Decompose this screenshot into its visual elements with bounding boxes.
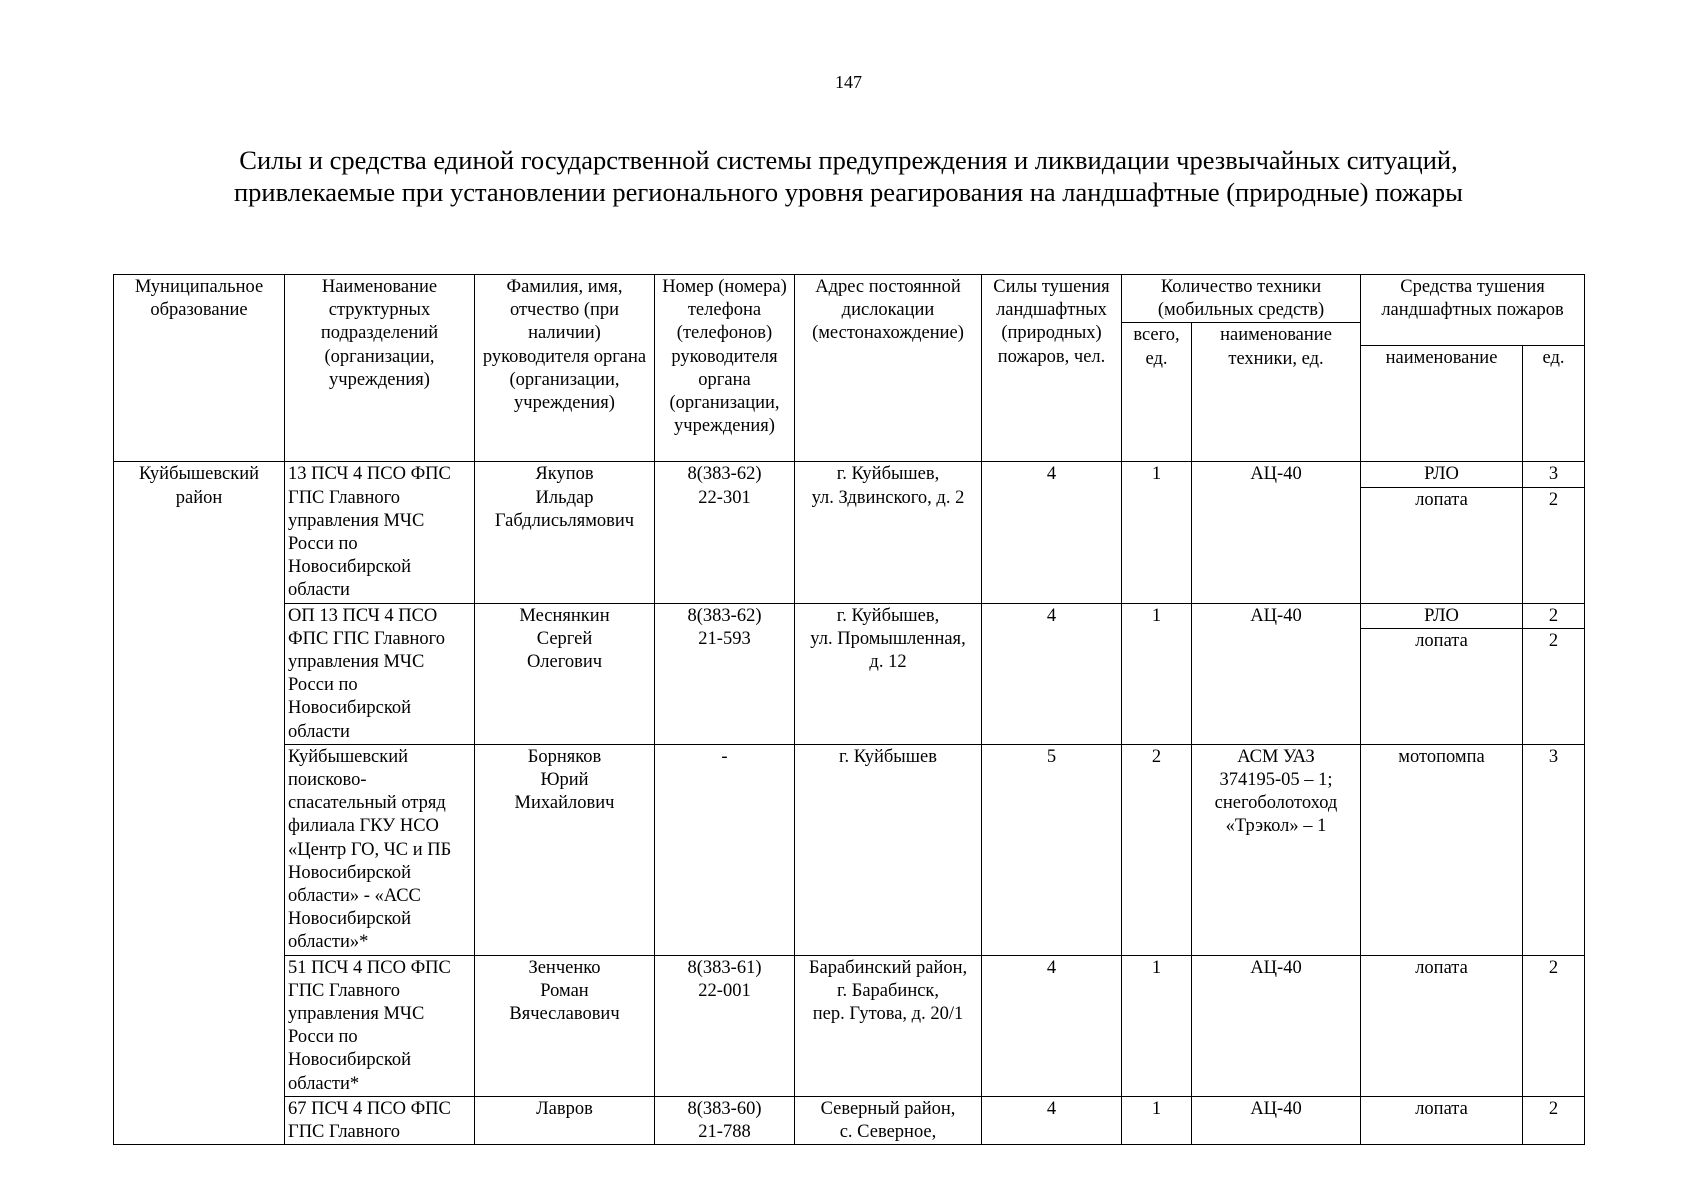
equipment-name-cell: АЦ-40 bbox=[1192, 603, 1361, 744]
head-cell: Меснянкин Сергей Олегович bbox=[475, 603, 655, 744]
address-cell: Северный район, с. Северное, bbox=[795, 1096, 982, 1144]
table-row bbox=[114, 462, 1585, 487]
means-units-cell: 2 bbox=[1523, 487, 1585, 603]
header-extinguishing-means: Средства тушения ландшафтных пожаров bbox=[1361, 275, 1585, 346]
table-row bbox=[114, 1096, 1585, 1144]
equipment-name-cell: АЦ-40 bbox=[1192, 462, 1361, 603]
head-cell: Якупов Ильдар Габдлисьлямович bbox=[475, 462, 655, 603]
means-units-cell: 3 bbox=[1523, 744, 1585, 955]
municipality-cell: Куйбышевский район bbox=[114, 462, 285, 1145]
means-units-cell: 2 bbox=[1523, 603, 1585, 628]
header-forces: Силы тушения ландшафтных (природных) пожаров, чел. bbox=[982, 275, 1122, 462]
equipment-name-cell: АЦ-40 bbox=[1192, 1096, 1361, 1144]
table-row bbox=[114, 603, 1585, 628]
page-number: 147 bbox=[835, 72, 862, 92]
document-title bbox=[0, 144, 1697, 208]
header-municipality: Муниципальное образование bbox=[114, 275, 285, 462]
header-equipment-count: Количество техники (мобильных средств) bbox=[1122, 275, 1361, 323]
subdivision-cell: ОП 13 ПСЧ 4 ПСО ФПС ГПС Главного управления МЧС Росси по Новосибирской области bbox=[285, 603, 475, 744]
means-name-cell: лопата bbox=[1361, 487, 1523, 603]
header-subdivision: Наименование структурных подразделений (организации, учреждения) bbox=[285, 275, 475, 462]
phone-cell: - bbox=[655, 744, 795, 955]
address-cell: Барабинский район, г. Барабинск, пер. Гутова, д. 20/1 bbox=[795, 955, 982, 1096]
subdivision-cell: 67 ПСЧ 4 ПСО ФПС ГПС Главного bbox=[285, 1096, 475, 1144]
forces-cell: 4 bbox=[982, 462, 1122, 603]
document-title-line-2: привлекаемые при установлении регионального уровня реагирования на ландшафтные (природные) пожары bbox=[234, 177, 1463, 207]
forces-table bbox=[113, 274, 1585, 1145]
table-row bbox=[114, 955, 1585, 1096]
equipment-total-cell: 1 bbox=[1122, 462, 1192, 603]
means-name-cell: лопата bbox=[1361, 1096, 1523, 1144]
forces-cell: 5 bbox=[982, 744, 1122, 955]
subdivision-cell: Куйбышевский поисково-спасательный отряд филиала ГКУ НСО «Центр ГО, ЧС и ПБ Новосибирской области» - «АСС Новосибирской области»* bbox=[285, 744, 475, 955]
phone-cell: 8(383-61) 22-001 bbox=[655, 955, 795, 1096]
address-cell: г. Куйбышев, ул. Промышленная, д. 12 bbox=[795, 603, 982, 744]
header-means-name: наименование bbox=[1361, 346, 1523, 462]
means-name-cell: РЛО bbox=[1361, 603, 1523, 628]
equipment-total-cell: 1 bbox=[1122, 955, 1192, 1096]
forces-cell: 4 bbox=[982, 955, 1122, 1096]
means-name-cell: лопата bbox=[1361, 955, 1523, 1096]
document-title-line-1: Силы и средства единой государственной системы предупреждения и ликвидации чрезвычайных ситуаций, bbox=[239, 145, 1458, 175]
header-address: Адрес постоянной дислокации (местонахождение) bbox=[795, 275, 982, 462]
subdivision-cell: 51 ПСЧ 4 ПСО ФПС ГПС Главного управления МЧС Росси по Новосибирской области* bbox=[285, 955, 475, 1096]
means-units-cell: 2 bbox=[1523, 1096, 1585, 1144]
phone-cell: 8(383-60) 21-788 bbox=[655, 1096, 795, 1144]
means-units-cell: 2 bbox=[1523, 628, 1585, 744]
header-equipment-total: всего, ед. bbox=[1122, 323, 1192, 462]
equipment-total-cell: 1 bbox=[1122, 1096, 1192, 1144]
equipment-total-cell: 2 bbox=[1122, 744, 1192, 955]
means-units-cell: 2 bbox=[1523, 955, 1585, 1096]
forces-cell: 4 bbox=[982, 603, 1122, 744]
phone-cell: 8(383-62) 22-301 bbox=[655, 462, 795, 603]
means-name-cell: лопата bbox=[1361, 628, 1523, 744]
address-cell: г. Куйбышев bbox=[795, 744, 982, 955]
equipment-total-cell: 1 bbox=[1122, 603, 1192, 744]
head-cell: Лавров bbox=[475, 1096, 655, 1144]
header-means-units: ед. bbox=[1523, 346, 1585, 462]
table-row bbox=[114, 744, 1585, 955]
equipment-name-cell: АЦ-40 bbox=[1192, 955, 1361, 1096]
header-equipment-name: наименование техники, ед. bbox=[1192, 323, 1361, 462]
subdivision-cell: 13 ПСЧ 4 ПСО ФПС ГПС Главного управления МЧС Росси по Новосибирской области bbox=[285, 462, 475, 603]
forces-cell: 4 bbox=[982, 1096, 1122, 1144]
phone-cell: 8(383-62) 21-593 bbox=[655, 603, 795, 744]
address-cell: г. Куйбышев, ул. Здвинского, д. 2 bbox=[795, 462, 982, 603]
head-cell: Зенченко Роман Вячеславович bbox=[475, 955, 655, 1096]
means-name-cell: РЛО bbox=[1361, 462, 1523, 487]
means-name-cell: мотопомпа bbox=[1361, 744, 1523, 955]
equipment-name-cell: АСМ УАЗ 374195-05 – 1; снегоболотоход «Трэкол» – 1 bbox=[1192, 744, 1361, 955]
head-cell: Борняков Юрий Михайлович bbox=[475, 744, 655, 955]
header-phone: Номер (номера) телефона (телефонов) руководителя органа (организации, учреждения) bbox=[655, 275, 795, 462]
means-units-cell: 3 bbox=[1523, 462, 1585, 487]
header-head-name: Фамилия, имя, отчество (при наличии) руководителя органа (организации, учреждения) bbox=[475, 275, 655, 462]
